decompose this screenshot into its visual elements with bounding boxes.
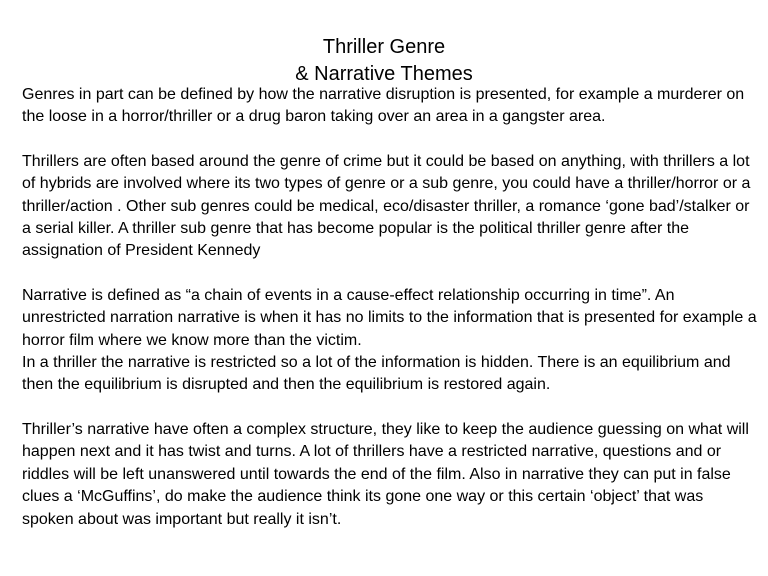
paragraph-gap [22, 263, 758, 285]
paragraph-gap [22, 397, 758, 419]
paragraph-narrative-definition: Narrative is defined as “a chain of events in a cause-effect relationship occurring in time”. An unrestricted narration narrative is when it has no limits to the information that is presented for example a horror film where we know more than the victim. [22, 286, 757, 349]
title-line-2: & Narrative Themes [295, 63, 473, 85]
paragraph-genre-definition: Genres in part can be defined by how the narrative disruption is presented, for example a murderer on the loose in a horror/thriller or a drug baron taking over an area in a gangster area. [22, 86, 745, 126]
paragraph-gap [22, 129, 758, 151]
slide-title [0, 34, 768, 88]
paragraph-thriller-subgenres: Thrillers are often based around the genre of crime but it could be based on anything, with thrillers a lot of hybrids are involved where its two types of genre or a sub genre, you could have a thriller/horror or a thriller/action . Other sub genres could be medical, eco/disaster thriller, a romance ‘gone bad’/stalker or a serial killer. A thriller sub genre that has become popular is the political thriller genre after the assignation of President Kennedy [22, 152, 751, 260]
slide-body [22, 84, 758, 531]
title-line-1: Thriller Genre [322, 36, 446, 58]
paragraph-thriller-structure: Thriller’s narrative have often a complex structure, they like to keep the audience guessing on what will happen next and it has twist and turns. A lot of thrillers have a restricted narrative, questions and or riddles will be left unanswered until towards the end of the film. Also in narrative they can put in false clues a ‘McGuffins’, do make the audience think its gone one way or this certain ‘object’ that was spoken about was important but really it isn’t. [22, 420, 749, 528]
paragraph-restricted-narrative: In a thriller the narrative is restricted so a lot of the information is hidden. There is an equilibrium and then the equilibrium is disrupted and then the equilibrium is restored again. [22, 354, 731, 394]
